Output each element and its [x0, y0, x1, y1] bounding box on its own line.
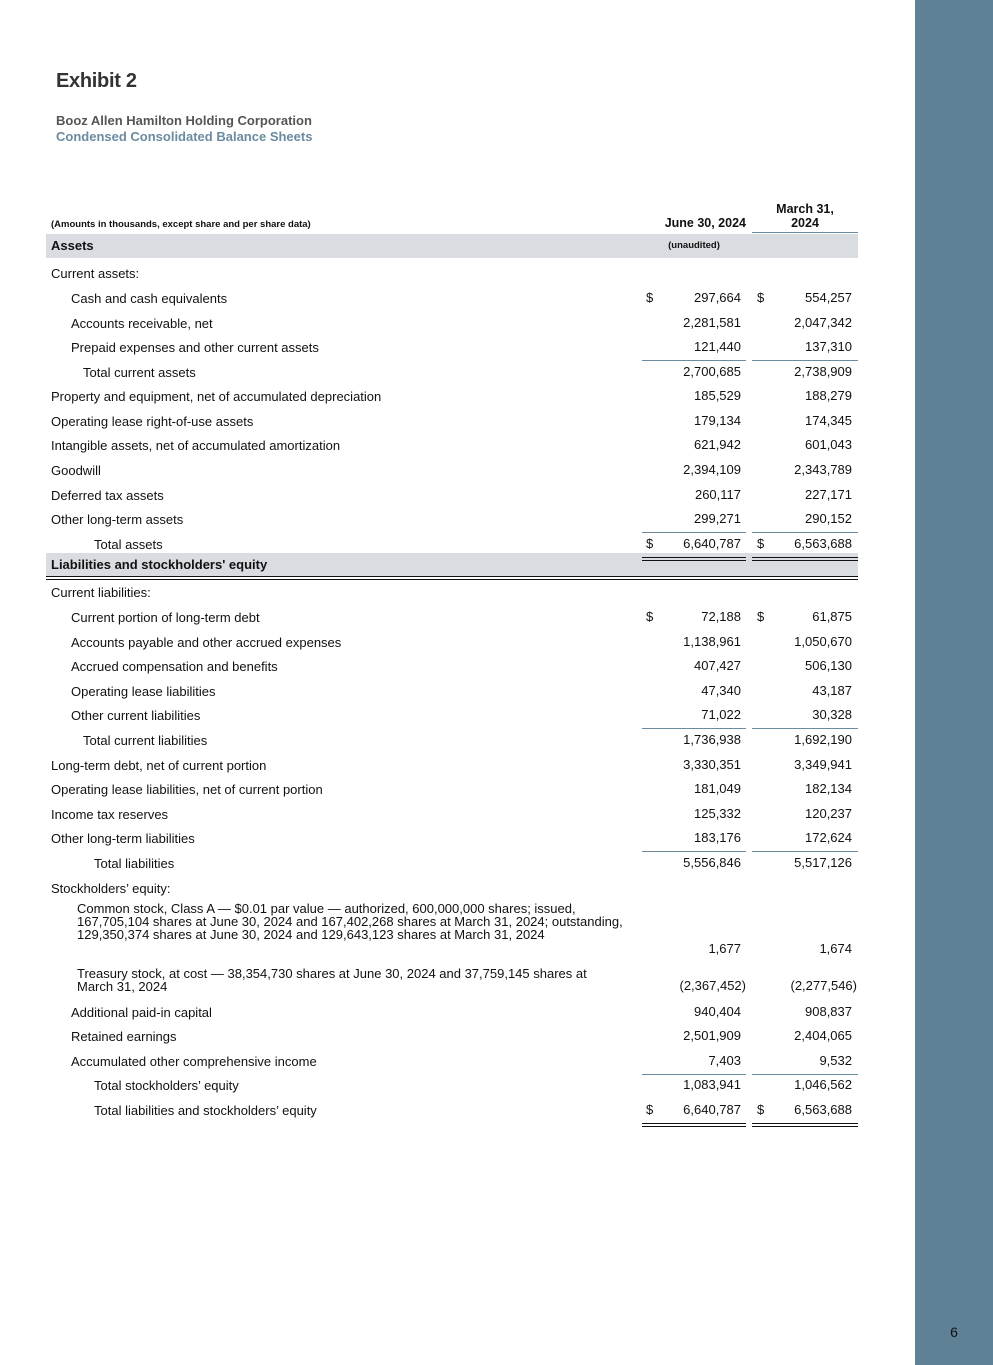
value-june-2024: 121,440	[694, 339, 741, 354]
value-june-2024: 7,403	[708, 1053, 741, 1068]
subtotal-rule	[752, 851, 858, 852]
value-june-2024: 183,176	[694, 830, 741, 845]
value-march-2024: 5,517,126	[794, 855, 852, 870]
value-march-2024: 554,257	[805, 290, 852, 305]
row-label: Accumulated other comprehensive income	[71, 1054, 317, 1069]
value-june-2024: 2,700,685	[683, 364, 741, 379]
value-june-2024: 185,529	[694, 388, 741, 403]
currency-symbol: $	[646, 609, 654, 624]
currency-symbol: $	[757, 609, 765, 624]
value-march-2024: 2,047,342	[794, 315, 852, 330]
amounts-note: (Amounts in thousands, except share and per share data)	[51, 219, 311, 230]
subtotal-rule	[642, 360, 746, 361]
value-june-2024: 407,427	[694, 658, 741, 673]
row-label: Total liabilities and stockholders’ equity	[94, 1103, 317, 1118]
currency-symbol: $	[646, 536, 654, 551]
value-march-2024: 172,624	[805, 830, 852, 845]
decorative-sidebar	[915, 0, 993, 1365]
value-june-2024: 5,556,846	[683, 855, 741, 870]
total-double-rule	[752, 1123, 858, 1127]
value-june-2024: 1,677	[708, 941, 741, 956]
row-label: Total current liabilities	[83, 733, 208, 748]
row-label: Accounts receivable, net	[71, 316, 213, 331]
subtotal-rule	[642, 1074, 746, 1075]
row-label: Treasury stock, at cost — 38,354,730 shares at June 30, 2024 and 37,759,145 shares at March 31, 2024	[77, 966, 587, 994]
currency-symbol: $	[757, 536, 765, 551]
row-label: Retained earnings	[71, 1029, 177, 1044]
subtotal-rule	[752, 532, 858, 533]
value-march-2024: 6,563,688	[794, 536, 852, 551]
value-june-2024: 260,117	[694, 487, 741, 502]
total-double-rule	[642, 1123, 746, 1127]
page-number: 6	[950, 1324, 958, 1340]
value-june-2024: 47,340	[701, 683, 741, 698]
unaudited-note: (unaudited)	[668, 240, 720, 251]
column-header-march-2024	[752, 202, 858, 230]
value-june-2024: 299,271	[694, 511, 741, 526]
subtotal-rule	[752, 1074, 858, 1075]
subtotal-rule	[642, 728, 746, 729]
row-label: Additional paid-in capital	[71, 1005, 212, 1020]
row-label: Current assets:	[51, 266, 140, 281]
value-march-2024: 30,328	[812, 707, 852, 722]
value-march-2024: 2,404,065	[794, 1028, 852, 1043]
value-june-2024: 2,281,581	[683, 315, 741, 330]
value-june-2024: 72,188	[701, 609, 741, 624]
value-march-2024: 6,563,688	[794, 1102, 852, 1117]
subtotal-rule	[642, 532, 746, 533]
currency-symbol: $	[757, 290, 765, 305]
value-june-2024: 6,640,787	[683, 1102, 741, 1117]
value-march-2024: 601,043	[805, 437, 852, 452]
row-label: Current portion of long-term debt	[71, 610, 260, 625]
value-june-2024: 940,404	[694, 1004, 741, 1019]
subtotal-rule	[752, 360, 858, 361]
total-double-rule	[642, 557, 746, 561]
currency-symbol: $	[646, 290, 654, 305]
value-march-2024: 227,171	[805, 487, 852, 502]
row-label: Total liabilities	[94, 856, 175, 871]
total-double-rule	[752, 557, 858, 561]
exhibit-title: Exhibit 2	[56, 70, 137, 92]
value-june-2024: 125,332	[694, 806, 741, 821]
value-march-2024: 1,674	[819, 941, 852, 956]
value-june-2024: 2,501,909	[683, 1028, 741, 1043]
value-june-2024: 6,640,787	[683, 536, 741, 551]
value-march-2024: 120,237	[805, 806, 852, 821]
header-rule	[752, 232, 858, 233]
value-march-2024: (2,277,546)	[790, 978, 857, 993]
value-june-2024: 297,664	[694, 290, 741, 305]
value-june-2024: 3,330,351	[683, 757, 741, 772]
row-label: Cash and cash equivalents	[71, 291, 228, 306]
row-label: Property and equipment, net of accumulated depreciation	[51, 389, 382, 404]
value-march-2024: 908,837	[805, 1004, 852, 1019]
row-label: Other long-term assets	[51, 512, 184, 527]
row-label: Other long-term liabilities	[51, 831, 195, 846]
row-label: Intangible assets, net of accumulated amortization	[51, 438, 341, 453]
value-june-2024: 2,394,109	[683, 462, 741, 477]
value-march-2024: 2,738,909	[794, 364, 852, 379]
row-label: Long-term debt, net of current portion	[51, 758, 267, 773]
value-march-2024: 290,152	[805, 511, 852, 526]
value-june-2024: 1,083,941	[683, 1077, 741, 1092]
value-march-2024: 137,310	[805, 339, 852, 354]
value-june-2024: 179,134	[694, 413, 741, 428]
value-june-2024: 621,942	[694, 437, 741, 452]
value-march-2024: 506,130	[805, 658, 852, 673]
value-march-2024: 9,532	[819, 1053, 852, 1068]
row-label: Total current assets	[83, 365, 196, 380]
row-label: Prepaid expenses and other current assets	[71, 340, 319, 355]
column-header-june-2024: June 30, 2024	[664, 216, 746, 230]
subtotal-rule	[752, 728, 858, 729]
row-label: Goodwill	[51, 463, 101, 478]
value-march-2024: 3,349,941	[794, 757, 852, 772]
column-header-march-line2: 2024	[791, 216, 819, 230]
value-march-2024: 1,046,562	[794, 1077, 852, 1092]
row-label: Total stockholders’ equity	[94, 1078, 239, 1093]
row-label: Income tax reserves	[51, 807, 169, 822]
assets-section-label: Assets	[51, 238, 94, 253]
row-label: Deferred tax assets	[51, 488, 164, 503]
value-march-2024: 43,187	[812, 683, 852, 698]
value-june-2024: 181,049	[694, 781, 741, 796]
currency-symbol: $	[757, 1102, 765, 1117]
row-label: Total assets	[94, 537, 163, 552]
value-june-2024: 1,138,961	[683, 634, 741, 649]
value-june-2024: 71,022	[701, 707, 741, 722]
value-march-2024: 188,279	[805, 388, 852, 403]
value-june-2024: 1,736,938	[683, 732, 741, 747]
row-label: Operating lease liabilities, net of current portion	[51, 782, 323, 797]
row-label: Accounts payable and other accrued expenses	[71, 635, 342, 650]
currency-symbol: $	[646, 1102, 654, 1117]
subtotal-rule	[642, 851, 746, 852]
column-header-march-line1: March 31,	[776, 202, 834, 216]
row-label: Stockholders’ equity:	[51, 881, 171, 896]
statement-title: Condensed Consolidated Balance Sheets	[56, 129, 313, 144]
row-label: Current liabilities:	[51, 585, 151, 600]
value-march-2024: 61,875	[812, 609, 852, 624]
row-label: Other current liabilities	[71, 708, 201, 723]
value-june-2024: (2,367,452)	[679, 978, 746, 993]
value-march-2024: 174,345	[805, 413, 852, 428]
value-march-2024: 2,343,789	[794, 462, 852, 477]
section-double-rule	[46, 576, 858, 580]
row-label: Accrued compensation and benefits	[71, 659, 278, 674]
value-march-2024: 182,134	[805, 781, 852, 796]
row-label: Operating lease right-of-use assets	[51, 414, 254, 429]
row-label: Operating lease liabilities	[71, 684, 216, 699]
value-march-2024: 1,050,670	[794, 634, 852, 649]
liabilities-section-label: Liabilities and stockholders' equity	[51, 557, 268, 572]
company-name: Booz Allen Hamilton Holding Corporation	[56, 113, 312, 128]
value-march-2024: 1,692,190	[794, 732, 852, 747]
row-label: Common stock, Class A — $0.01 par value — authorized, 600,000,000 shares; issued, 167,705,104 shares at June 30, 2024 and 167,402,268 shares at March 31, 2024; outstanding, 129,350,374 shares at June 30, 2024 and 129,643,123 shares at March 31, 2024	[77, 901, 623, 942]
